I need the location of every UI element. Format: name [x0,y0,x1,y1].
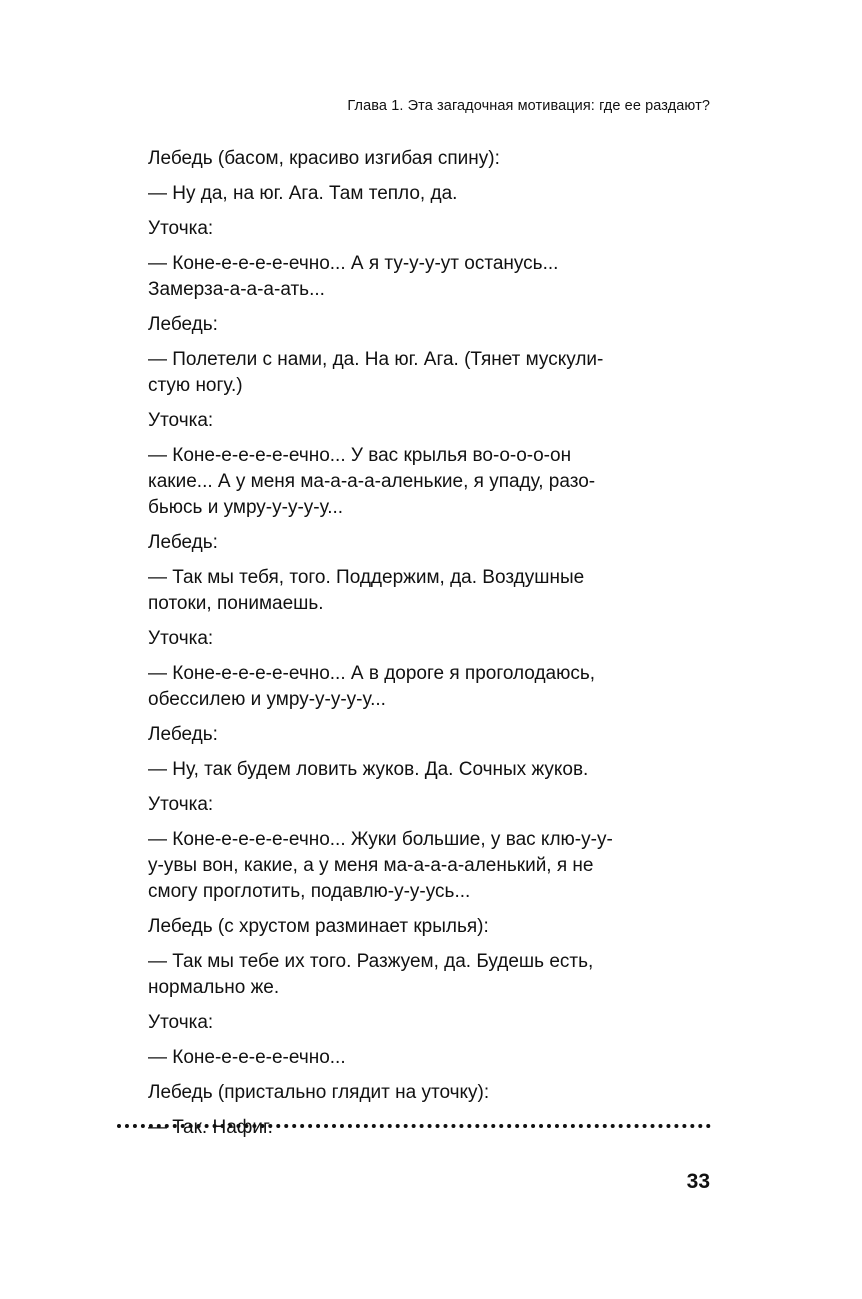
paragraph-5: Лебедь: [148,314,218,335]
paragraph-20: — Коне-е-е-е-е-ечно... [148,1047,346,1068]
paragraph-16: — Коне-е-е-е-е-ечно... Жуки большие, у вас клю-у-у- у-увы вон, какие, а у меня ма-а-а-а-аленький, я не смогу проглотить, подавлю-у-у-усь... [148,829,613,902]
paragraph-18: — Так мы тебе их того. Разжуем, да. Будешь есть, нормально же. [148,951,594,998]
paragraph-21: Лебедь (пристально глядит на уточку): [148,1082,490,1103]
paragraph-9: Лебедь: [148,532,218,553]
running-header: Глава 1. Эта загадочная мотивация: где ее раздают? [347,98,710,114]
paragraph-15: Уточка: [148,794,214,815]
paragraph-11: Уточка: [148,628,214,649]
paragraph-6: — Полетели с нами, да. На юг. Ага. (Тянет мускули- стую ногу.) [148,349,604,396]
paragraph-13: Лебедь: [148,724,218,745]
paragraph-14: — Ну, так будем ловить жуков. Да. Сочных жуков. [148,759,589,780]
paragraph-3: Уточка: [148,218,214,239]
paragraph-8: — Коне-е-е-е-е-ечно... У вас крылья во-о-о-о-он какие... А у меня ма-а-а-а-аленькие, я упаду, разо- бьюсь и умру-у-у-у-у... [148,445,596,518]
paragraph-10: — Так мы тебя, того. Поддержим, да. Воздушные потоки, понимаешь. [148,567,585,614]
paragraph-7: Уточка: [148,410,214,431]
paragraph-4: — Коне-е-е-е-е-ечно... А я ту-у-у-ут останусь... Замерза-а-а-а-ать... [148,253,559,300]
page-number: 33 [686,1170,710,1193]
dialogue-text [148,146,714,1150]
paragraph-12: — Коне-е-е-е-е-ечно... А в дороге я проголодаюсь, обессилею и умру-у-у-у-у... [148,663,596,710]
paragraph-22: — Так. Нафиг. [148,1117,273,1138]
paragraph-2: — Ну да, на юг. Ага. Там тепло, да. [148,183,458,204]
dotted-separator [117,1124,711,1128]
paragraph-17: Лебедь (с хрустом разминает крылья): [148,916,489,937]
paragraph-1: Лебедь (басом, красиво изгибая спину): [148,148,500,169]
paragraph-19: Уточка: [148,1012,214,1033]
